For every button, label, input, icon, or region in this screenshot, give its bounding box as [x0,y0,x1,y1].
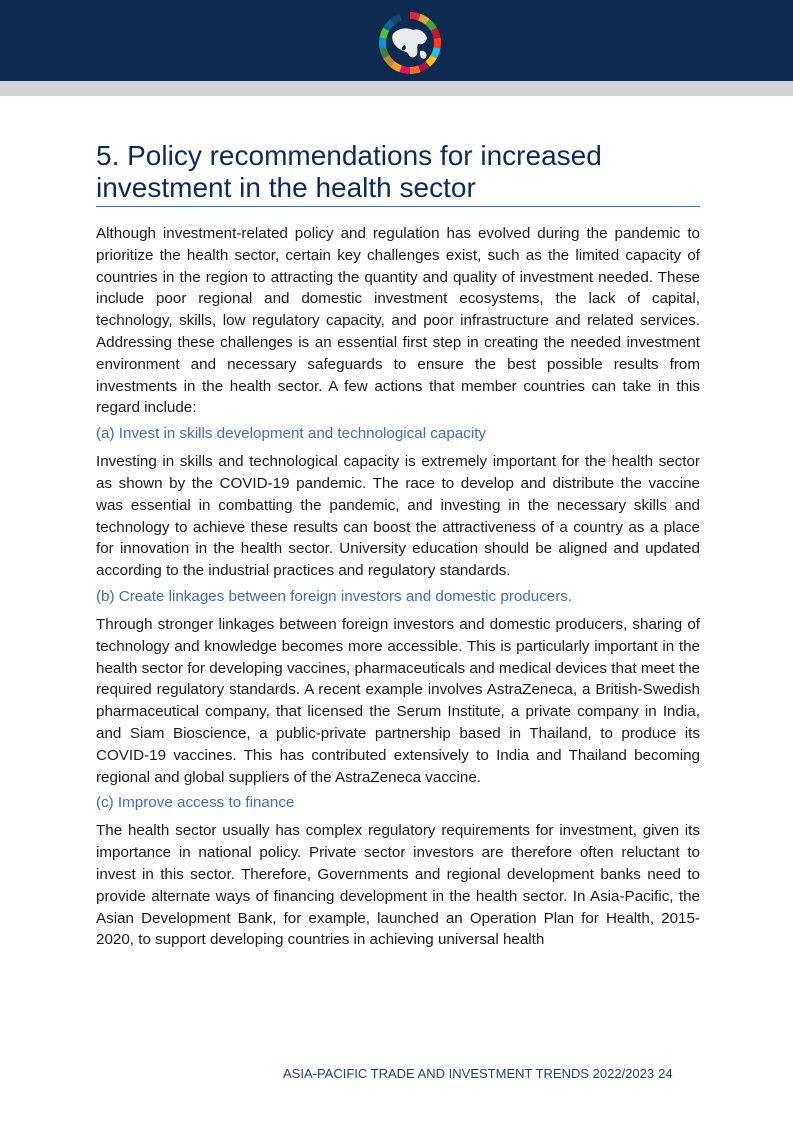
subsection-heading: (c) Improve access to finance [96,794,295,812]
intro-paragraph: Although investment-related policy and regulation has evolved during the pandemic to prioritize the health sector, certain key challenges exist, such as the limited capacity of countries in the region to attracting the quantity and quality of investment needed. These include poor regional and domestic investment ecosystems, the lack of capital, technology, skills, low regulatory capacity, and poor infrastructure and related services. Addressing these challenges is an essential first step in creating the needed investment environment and necessary safeguards to ensure the best possible results from investments in the health sector. A few actions that member countries can take in this regard include: [96,225,700,417]
main-content [96,140,700,951]
subsection-heading: (a) Invest in skills development and technological capacity [96,425,487,443]
subsection-paragraph: Investing in skills and technological capacity is extremely important for the health sector as shown by the COVID-19 pandemic. The race to develop and distribute the vaccine was essential in combatting the pandemic, and investing in the necessary skills and technology to achieve these results can boost the attractiveness of a country as a place for innovation in the health sector. University education should be aligned and updated according to the industrial practices and regulatory standards. [96,453,700,580]
page-number: 24 [658,1066,673,1081]
page-footer [283,1066,673,1081]
subsection-paragraph: The health sector usually has complex regulatory requirements for investment, given its importance in national policy. Private sector investors are therefore often reluctant to invest in this sector. Therefore, Governments and regional development banks need to provide alternate ways of financing development in the health sector. In Asia-Pacific, the Asian Development Bank, for example, launched an Operation Plan for Health, 2015-2020, to support developing countries in achieving universal health [96,822,700,949]
subsection-paragraph: Through stronger linkages between foreign investors and domestic producers, sharing of technology and knowledge becomes more accessible. This is particularly important in the health sector for developing vaccines, pharmaceuticals and medical devices that meet the required regulatory standards. A recent example involves AstraZeneca, a British-Swedish pharmaceutical company, that licensed the Serum Institute, a private company in India, and Siam Bioscience, a public-private partnership based in Thailand, to produce its COVID-19 vaccines. This has contributed extensively to India and Thailand becoming regional and global suppliers of the AstraZeneca vaccine. [96,615,700,786]
header-stripe [0,81,793,96]
section-title: 5. Policy recommendations for increased investment in the health sector [96,140,700,207]
sdg-globe-logo-icon [377,10,443,76]
footer-publication-title: ASIA-PACIFIC TRADE AND INVESTMENT TRENDS 2022/2023 [283,1066,655,1081]
subsection-heading: (b) Create linkages between foreign investors and domestic producers. [96,587,573,605]
